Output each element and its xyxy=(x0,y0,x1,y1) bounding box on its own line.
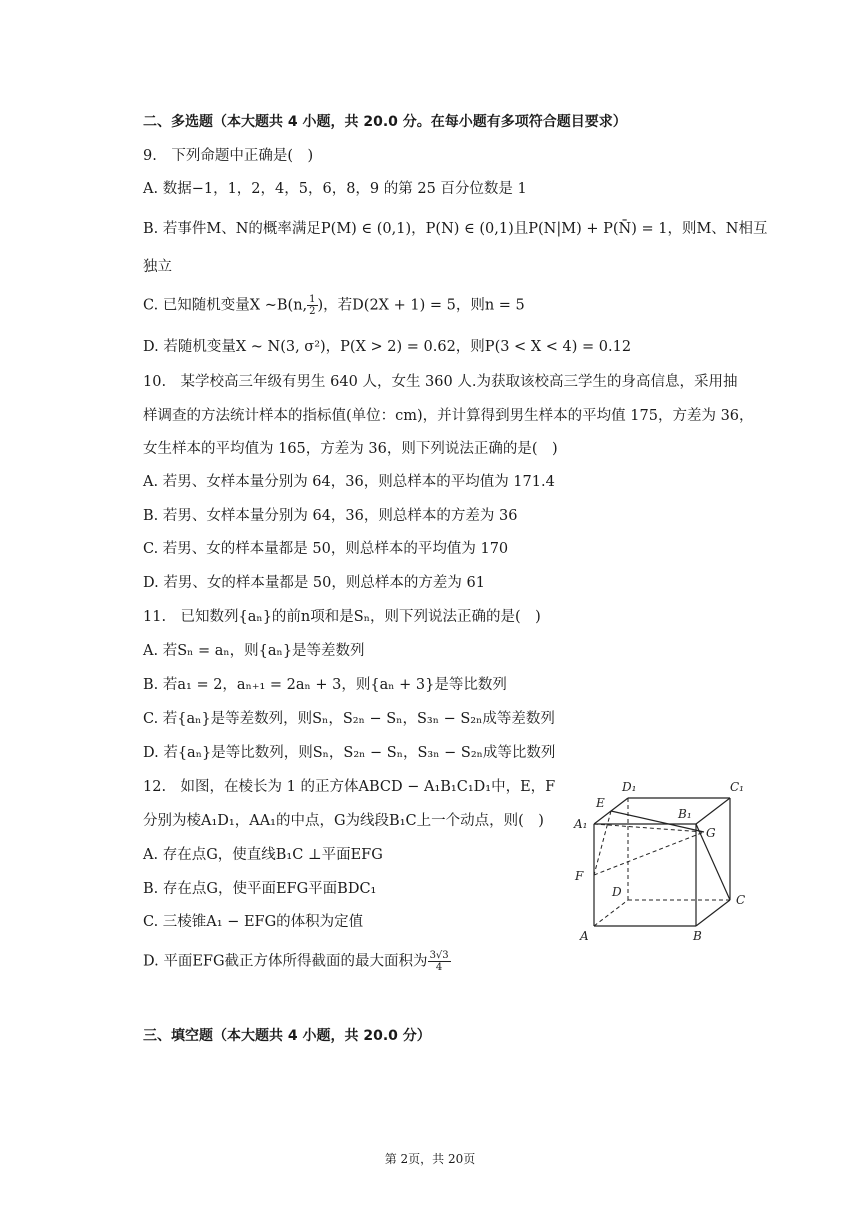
question-12-line-2: 分别为棱A₁D₁，AA₁的中点，G为线段B₁C上一个动点，则( ) xyxy=(143,813,544,829)
question-11-option-a: A. 若Sₙ = aₙ，则{aₙ}是等差数列 xyxy=(143,643,365,659)
label-g: G xyxy=(706,826,716,840)
question-9-option-a: A. 数据−1，1，2，4，5，6，8，9 的第 25 百分位数是 1 xyxy=(143,181,527,197)
label-c: C xyxy=(736,893,746,907)
label-b1: B₁ xyxy=(678,807,692,821)
section-title-multiple-choice: 二、多选题（本大题共 4 小题，共 20.0 分。在每小题有多项符合题目要求） xyxy=(143,114,627,130)
question-9-option-b: B. 若事件M、N的概率满足P(M) ∈ (0,1)，P(N) ∈ (0,1)且P(N|M) + P(N̄) = 1，则M、N相互 xyxy=(143,221,768,237)
question-12-option-d xyxy=(143,950,451,973)
label-d1: D₁ xyxy=(622,780,637,794)
question-12-option-a: A. 存在点G，使直线B₁C ⊥平面EFG xyxy=(143,847,383,863)
question-12-option-c: C. 三棱锥A₁ − EFG的体积为定值 xyxy=(143,914,364,930)
question-12-option-b: B. 存在点G，使平面EFG平面BDC₁ xyxy=(143,881,377,897)
page-footer: 第 2页，共 20页 xyxy=(384,1152,476,1166)
question-10-line-3: 女生样本的平均值为 165，方差为 36，则下列说法正确的是( ) xyxy=(143,441,558,457)
fraction-numerator: 3√3 xyxy=(429,950,449,961)
question-10-option-d: D. 若男、女的样本量都是 50，则总样本的方差为 61 xyxy=(143,575,485,591)
edge-b-c xyxy=(696,900,730,926)
question-10-option-a: A. 若男、女样本量分别为 64，36，则总样本的平均值为 171.4 xyxy=(143,474,555,490)
cube-diagram xyxy=(566,774,756,944)
fraction-three-root-three-over-four xyxy=(428,950,451,973)
question-11-option-c: C. 若{aₙ}是等差数列，则Sₙ，S₂ₙ − Sₙ，S₃ₙ − S₂ₙ成等差数列 xyxy=(143,711,555,727)
label-c1: C₁ xyxy=(730,780,744,794)
question-10-option-b: B. 若男、女样本量分别为 64，36，则总样本的方差为 36 xyxy=(143,508,518,524)
question-10-line-2: 样调查的方法统计样本的指标值(单位：cm)，并计算得到男生样本的平均值 175，方差为 36， xyxy=(143,408,754,424)
question-11-stem: 11. 已知数列{aₙ}的前n项和是Sₙ，则下列说法正确的是( ) xyxy=(143,609,541,625)
label-e: E xyxy=(596,796,605,810)
question-9-stem: 9. 下列命题中正确是( ) xyxy=(143,148,314,164)
segment-e-f xyxy=(594,811,611,875)
question-10-option-c: C. 若男、女的样本量都是 50，则总样本的平均值为 170 xyxy=(143,541,509,557)
label-f: F xyxy=(575,869,584,883)
question-11-option-b: B. 若a₁ = 2，aₙ₊₁ = 2aₙ + 3，则{aₙ + 3}是等比数列 xyxy=(143,677,507,693)
fraction-one-half xyxy=(307,294,317,317)
question-9-option-b-continued: 独立 xyxy=(143,259,172,275)
question-11-option-d: D. 若{aₙ}是等比数列，则Sₙ，S₂ₙ − Sₙ，S₃ₙ − S₂ₙ成等比数列 xyxy=(143,745,556,761)
question-9-option-d: D. 若随机变量X ~ N(3, σ²)，P(X > 2) = 0.62，则P(3 < X < 4) = 0.12 xyxy=(143,339,632,355)
label-d: D xyxy=(612,885,622,899)
question-9-option-c xyxy=(143,294,525,317)
cube-figure xyxy=(566,774,756,944)
question-12-option-d-prefix: D. 平面EFG截正方体所得截面的最大面积为 xyxy=(143,953,428,970)
label-a1: A₁ xyxy=(574,817,588,831)
fraction-numerator: 1 xyxy=(309,294,316,305)
hidden-edge-a-d xyxy=(594,900,628,926)
label-b: B xyxy=(693,929,702,943)
segment-f-g xyxy=(594,832,704,875)
question-10-line-1: 10. 某学校高三年级有男生 640 人，女生 360 人.为获取该校高三学生的身高信息，采用抽 xyxy=(143,374,738,390)
question-9-option-c-prefix: C. 已知随机变量X ~B(n, xyxy=(143,297,308,314)
label-a: A xyxy=(580,929,589,943)
fraction-denominator: 4 xyxy=(435,962,443,973)
edge-b1-c1 xyxy=(696,798,730,824)
section-title-fill-in: 三、填空题（本大题共 4 小题，共 20.0 分） xyxy=(143,1028,431,1044)
question-9-option-c-suffix: )，若D(2X + 1) = 5，则n = 5 xyxy=(317,297,525,314)
fraction-denominator: 2 xyxy=(309,306,316,317)
question-12-line-1: 12. 如图，在棱长为 1 的正方体ABCD − A₁B₁C₁D₁中，E，F xyxy=(143,779,556,795)
